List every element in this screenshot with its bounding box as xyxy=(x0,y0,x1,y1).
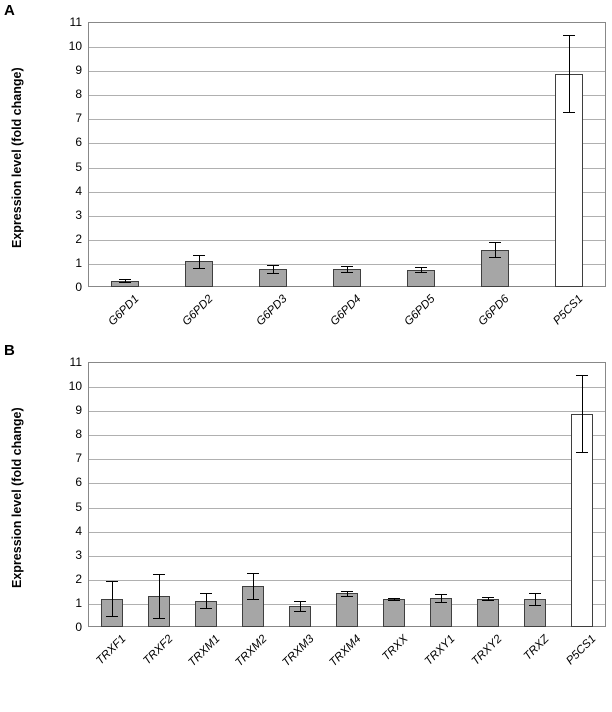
x-tick-label: TRXM2 xyxy=(233,633,270,670)
y-tick-label: 4 xyxy=(75,183,82,198)
x-tick-label: G6PD6 xyxy=(476,293,512,329)
y-tick-label: 2 xyxy=(75,571,82,586)
y-tick-label: 3 xyxy=(75,547,82,562)
y-tick-label: 10 xyxy=(68,379,82,394)
error-bar-cap-lower xyxy=(415,272,427,273)
x-tick-label: TRXF1 xyxy=(93,633,129,668)
plot-area xyxy=(88,22,606,287)
x-tick-label: TRXY2 xyxy=(470,633,505,668)
x-tick-label: G6PD2 xyxy=(180,293,216,329)
error-bar-cap-lower xyxy=(200,608,212,609)
y-tick-label: 10 xyxy=(68,39,82,54)
gridline xyxy=(89,95,605,96)
error-bar xyxy=(253,573,254,599)
error-bar-cap-lower xyxy=(482,600,494,601)
gridline xyxy=(89,192,605,193)
y-tick-label: 5 xyxy=(75,159,82,174)
y-tick-label: 6 xyxy=(75,135,82,150)
error-bar-cap-upper xyxy=(529,593,541,594)
y-tick-label: 7 xyxy=(75,111,82,126)
error-bar xyxy=(582,375,583,452)
error-bar-cap-lower xyxy=(563,112,575,113)
x-tick-label: TRXM1 xyxy=(186,633,223,670)
error-bar-cap-lower xyxy=(106,616,118,617)
x-tick-label: TRXM3 xyxy=(280,633,317,670)
y-tick-label: 1 xyxy=(75,255,82,270)
y-tick-label: 5 xyxy=(75,499,82,514)
gridline xyxy=(89,411,605,412)
gridline xyxy=(89,556,605,557)
x-tick-label: G6PD1 xyxy=(106,293,142,329)
error-bar-cap-upper xyxy=(415,267,427,268)
gridline xyxy=(89,483,605,484)
y-tick-label: 0 xyxy=(75,620,82,634)
gridline xyxy=(89,580,605,581)
error-bar-cap-lower xyxy=(193,268,205,269)
y-tick-label: 11 xyxy=(69,15,82,29)
error-bar-cap-lower xyxy=(153,618,165,619)
error-bar-cap-lower xyxy=(388,600,400,601)
error-bar-cap-upper xyxy=(247,573,259,574)
error-bar xyxy=(112,581,113,616)
error-bar xyxy=(569,35,570,112)
error-bar xyxy=(441,594,442,602)
y-tick-label: 8 xyxy=(75,427,82,442)
x-tick-label: TRXY1 xyxy=(422,633,458,668)
bar xyxy=(336,593,358,627)
error-bar-cap-lower xyxy=(341,596,353,597)
x-tick-label: G6PD4 xyxy=(328,293,364,329)
gridline xyxy=(89,216,605,217)
error-bar-cap-upper xyxy=(294,601,306,602)
error-bar-cap-lower xyxy=(267,273,279,274)
panel-letter: B xyxy=(4,342,15,359)
y-tick-label: 1 xyxy=(75,595,82,610)
y-tick-label: 2 xyxy=(75,231,82,246)
gridline xyxy=(89,119,605,120)
x-tick-label: P5CS1 xyxy=(551,293,586,328)
error-bar-cap-lower xyxy=(529,605,541,606)
error-bar-cap-upper xyxy=(341,591,353,592)
error-bar-cap-lower xyxy=(341,272,353,273)
x-tick-label: TRXX xyxy=(380,633,411,664)
y-tick-label: 9 xyxy=(75,63,82,78)
y-axis-label: Expression level (fold change) xyxy=(10,407,24,588)
gridline xyxy=(89,532,605,533)
error-bar-cap-lower xyxy=(576,452,588,453)
y-tick-label: 3 xyxy=(75,207,82,222)
error-bar-cap-upper xyxy=(563,35,575,36)
x-tick-label: TRXM4 xyxy=(327,633,364,670)
panel-letter: A xyxy=(4,2,15,19)
y-tick-label: 4 xyxy=(75,523,82,538)
error-bar-cap-lower xyxy=(435,602,447,603)
y-tick-label: 6 xyxy=(75,475,82,490)
gridline xyxy=(89,508,605,509)
error-bar-cap-upper xyxy=(200,593,212,594)
error-bar-cap-upper xyxy=(489,242,501,243)
gridline xyxy=(89,71,605,72)
error-bar xyxy=(535,593,536,605)
error-bar-cap-upper xyxy=(482,597,494,598)
y-tick-label: 7 xyxy=(75,451,82,466)
error-bar-cap-upper xyxy=(388,598,400,599)
gridline xyxy=(89,459,605,460)
y-tick-label: 9 xyxy=(75,403,82,418)
error-bar xyxy=(300,601,301,611)
error-bar-cap-lower xyxy=(247,599,259,600)
bar xyxy=(477,599,499,627)
x-tick-label: P5CS1 xyxy=(564,633,599,668)
error-bar xyxy=(206,593,207,607)
y-tick-label: 0 xyxy=(75,280,82,294)
gridline xyxy=(89,435,605,436)
error-bar xyxy=(199,255,200,268)
error-bar-cap-upper xyxy=(193,255,205,256)
error-bar-cap-upper xyxy=(435,594,447,595)
bar xyxy=(383,599,405,627)
gridline xyxy=(89,168,605,169)
x-tick-label: G6PD5 xyxy=(402,293,438,329)
gridline xyxy=(89,143,605,144)
gridline xyxy=(89,47,605,48)
error-bar xyxy=(159,574,160,617)
error-bar-cap-lower xyxy=(294,611,306,612)
error-bar-cap-upper xyxy=(267,265,279,266)
plot-area xyxy=(88,362,606,627)
y-tick-label: 8 xyxy=(75,87,82,102)
error-bar-cap-upper xyxy=(106,581,118,582)
gridline xyxy=(89,387,605,388)
y-axis-label: Expression level (fold change) xyxy=(10,67,24,248)
x-tick-label: TRXZ xyxy=(522,633,552,663)
y-tick-label: 11 xyxy=(69,355,82,369)
error-bar-cap-lower xyxy=(489,257,501,258)
error-bar-cap-upper xyxy=(341,266,353,267)
error-bar-cap-upper xyxy=(576,375,588,376)
error-bar-cap-lower xyxy=(119,282,131,283)
error-bar xyxy=(495,242,496,257)
x-tick-label: TRXF2 xyxy=(140,633,176,668)
error-bar-cap-upper xyxy=(119,279,131,280)
gridline xyxy=(89,240,605,241)
x-tick-label: G6PD3 xyxy=(254,293,290,329)
error-bar-cap-upper xyxy=(153,574,165,575)
